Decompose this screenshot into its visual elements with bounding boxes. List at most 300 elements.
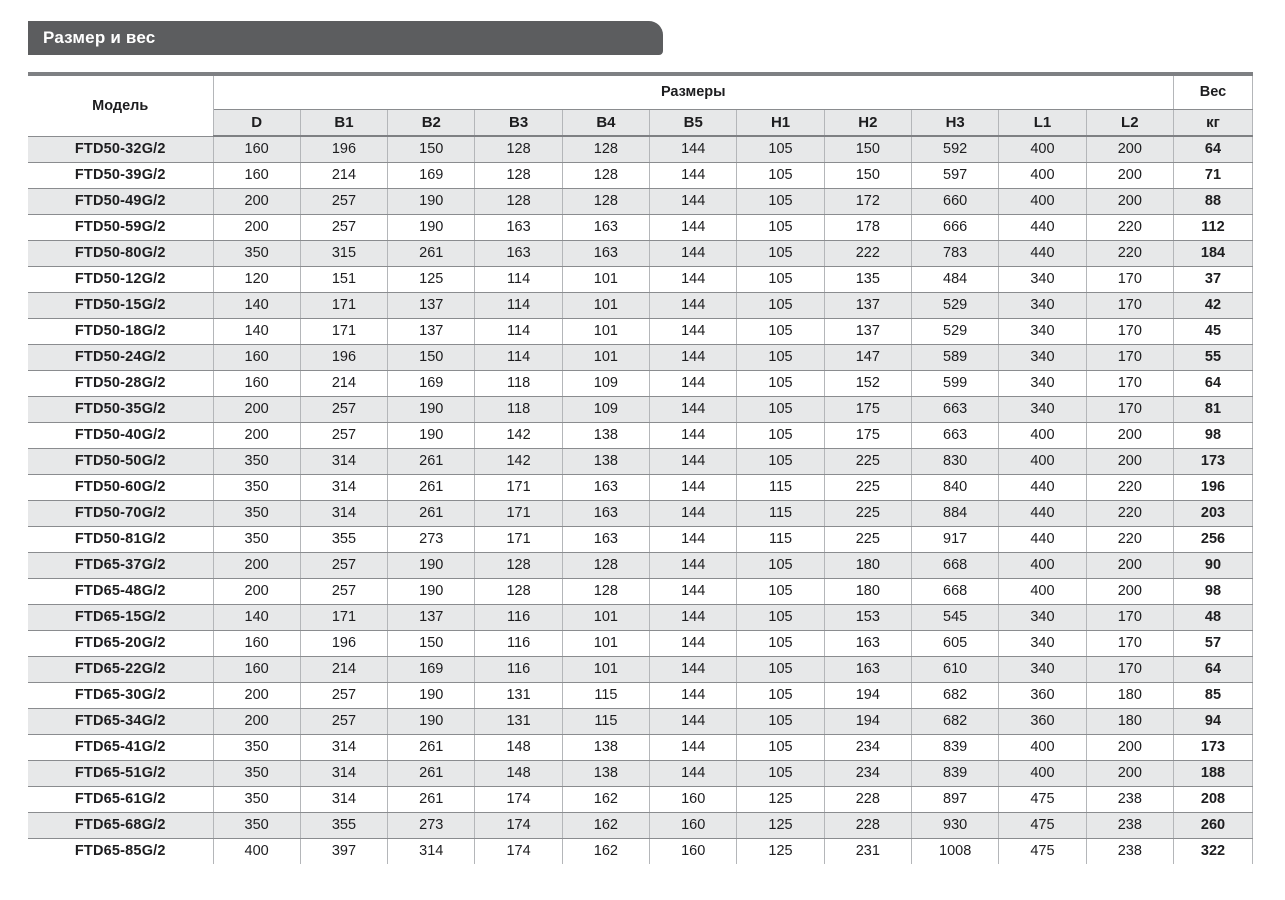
dimension-value-l1: 340 <box>999 396 1086 422</box>
dimension-value-h1: 125 <box>737 838 824 864</box>
dimension-value-b4: 101 <box>562 344 649 370</box>
dimension-value-h2: 225 <box>824 474 911 500</box>
dimension-value-h3: 484 <box>912 266 999 292</box>
dimension-value-b3: 128 <box>475 578 562 604</box>
model-cell: FTD65-85G/2 <box>28 838 213 864</box>
weight-cell: 260 <box>1174 812 1253 838</box>
dimension-value-b4: 115 <box>562 682 649 708</box>
dimension-value-h1: 115 <box>737 474 824 500</box>
dimension-value-d: 350 <box>213 734 300 760</box>
dimension-value-b3: 131 <box>475 708 562 734</box>
dimension-value-b2: 261 <box>388 786 475 812</box>
weight-cell: 203 <box>1174 500 1253 526</box>
dimension-value-h1: 105 <box>737 370 824 396</box>
model-cell: FTD50-49G/2 <box>28 188 213 214</box>
dimension-value-b5: 144 <box>650 292 737 318</box>
model-cell: FTD50-28G/2 <box>28 370 213 396</box>
dimension-value-b1: 397 <box>300 838 387 864</box>
dimension-value-h2: 175 <box>824 422 911 448</box>
model-cell: FTD50-70G/2 <box>28 500 213 526</box>
dimension-value-b1: 257 <box>300 188 387 214</box>
weight-cell: 173 <box>1174 734 1253 760</box>
dimension-value-h3: 597 <box>912 162 999 188</box>
dimension-value-h2: 225 <box>824 448 911 474</box>
dimension-value-h1: 105 <box>737 448 824 474</box>
dimension-value-b2: 150 <box>388 344 475 370</box>
dimension-value-d: 160 <box>213 370 300 396</box>
column-header-h2: H2 <box>824 109 911 136</box>
dimension-value-b1: 214 <box>300 656 387 682</box>
dimension-value-l1: 440 <box>999 474 1086 500</box>
dimension-value-h3: 917 <box>912 526 999 552</box>
dimension-value-b1: 314 <box>300 734 387 760</box>
column-group-header-dimensions: Размеры <box>213 74 1174 109</box>
dimension-value-d: 140 <box>213 318 300 344</box>
dimension-value-h1: 105 <box>737 162 824 188</box>
dimension-value-b1: 257 <box>300 682 387 708</box>
dimension-value-b1: 355 <box>300 812 387 838</box>
dimension-value-l1: 400 <box>999 136 1086 162</box>
dimension-value-d: 200 <box>213 188 300 214</box>
dimension-value-l1: 400 <box>999 448 1086 474</box>
dimension-value-b3: 118 <box>475 370 562 396</box>
dimension-value-b1: 257 <box>300 578 387 604</box>
dimension-value-h3: 830 <box>912 448 999 474</box>
weight-cell: 94 <box>1174 708 1253 734</box>
dimension-value-h1: 105 <box>737 682 824 708</box>
dimension-value-d: 140 <box>213 292 300 318</box>
dimension-value-h1: 105 <box>737 318 824 344</box>
table-row <box>28 240 1253 266</box>
dimension-value-h3: 668 <box>912 552 999 578</box>
table-row <box>28 760 1253 786</box>
dimension-value-h3: 884 <box>912 500 999 526</box>
dimension-value-l1: 400 <box>999 188 1086 214</box>
dimension-value-b5: 144 <box>650 760 737 786</box>
dimension-value-h3: 660 <box>912 188 999 214</box>
dimension-value-h2: 147 <box>824 344 911 370</box>
dimension-value-h3: 839 <box>912 760 999 786</box>
dimension-value-l2: 200 <box>1086 162 1173 188</box>
table-row <box>28 734 1253 760</box>
dimension-value-h3: 839 <box>912 734 999 760</box>
dimension-value-d: 200 <box>213 578 300 604</box>
dimension-value-b3: 148 <box>475 760 562 786</box>
dimension-value-d: 200 <box>213 682 300 708</box>
dimension-value-b4: 138 <box>562 734 649 760</box>
table-row <box>28 604 1253 630</box>
column-header-d: D <box>213 109 300 136</box>
dimension-value-l1: 475 <box>999 812 1086 838</box>
model-cell: FTD65-15G/2 <box>28 604 213 630</box>
dimension-value-h2: 175 <box>824 396 911 422</box>
dimension-value-d: 350 <box>213 500 300 526</box>
dimension-value-l1: 400 <box>999 162 1086 188</box>
dimension-value-b4: 162 <box>562 838 649 864</box>
dimension-value-l2: 200 <box>1086 188 1173 214</box>
dimension-value-h1: 105 <box>737 734 824 760</box>
table-body <box>28 136 1253 864</box>
dimension-value-h3: 897 <box>912 786 999 812</box>
weight-cell: 98 <box>1174 422 1253 448</box>
table-row <box>28 578 1253 604</box>
dimension-value-b3: 118 <box>475 396 562 422</box>
model-cell: FTD50-35G/2 <box>28 396 213 422</box>
dimension-value-b4: 162 <box>562 786 649 812</box>
model-cell: FTD65-51G/2 <box>28 760 213 786</box>
dimension-value-l2: 200 <box>1086 422 1173 448</box>
dimension-value-b1: 214 <box>300 370 387 396</box>
dimension-value-b4: 115 <box>562 708 649 734</box>
dimension-value-h1: 105 <box>737 292 824 318</box>
dimension-value-h1: 105 <box>737 188 824 214</box>
dimension-value-b4: 128 <box>562 578 649 604</box>
dimension-value-b4: 128 <box>562 552 649 578</box>
dimension-value-b3: 128 <box>475 188 562 214</box>
dimension-value-h2: 152 <box>824 370 911 396</box>
dimension-value-l2: 220 <box>1086 214 1173 240</box>
dimension-value-h2: 172 <box>824 188 911 214</box>
dimension-value-b3: 131 <box>475 682 562 708</box>
dimension-value-h2: 228 <box>824 786 911 812</box>
dimension-value-l1: 440 <box>999 500 1086 526</box>
dimension-value-b5: 160 <box>650 838 737 864</box>
table-row <box>28 318 1253 344</box>
dimension-value-l2: 220 <box>1086 500 1173 526</box>
dimension-value-l1: 440 <box>999 526 1086 552</box>
dimension-value-b3: 128 <box>475 552 562 578</box>
weight-cell: 112 <box>1174 214 1253 240</box>
dimension-value-b3: 148 <box>475 734 562 760</box>
dimension-value-b2: 190 <box>388 396 475 422</box>
model-cell: FTD65-37G/2 <box>28 552 213 578</box>
dimension-value-b1: 257 <box>300 422 387 448</box>
dimension-value-l1: 440 <box>999 214 1086 240</box>
weight-cell: 42 <box>1174 292 1253 318</box>
dimension-value-h2: 163 <box>824 630 911 656</box>
weight-cell: 64 <box>1174 370 1253 396</box>
dimension-value-l1: 340 <box>999 292 1086 318</box>
section-title: Размер и вес <box>43 28 156 47</box>
dimension-value-l2: 220 <box>1086 526 1173 552</box>
dimension-value-d: 350 <box>213 240 300 266</box>
dimension-value-b4: 101 <box>562 266 649 292</box>
dimension-value-d: 400 <box>213 838 300 864</box>
dimension-value-h2: 231 <box>824 838 911 864</box>
dimension-value-h1: 125 <box>737 786 824 812</box>
dimension-value-h3: 840 <box>912 474 999 500</box>
dimension-value-l1: 340 <box>999 656 1086 682</box>
dimension-value-b2: 137 <box>388 318 475 344</box>
dimension-value-b4: 163 <box>562 500 649 526</box>
dimension-value-b2: 125 <box>388 266 475 292</box>
dimension-value-h2: 234 <box>824 734 911 760</box>
dimension-value-b4: 109 <box>562 396 649 422</box>
dimension-value-b5: 144 <box>650 318 737 344</box>
dimension-value-b2: 261 <box>388 760 475 786</box>
dimension-value-d: 350 <box>213 760 300 786</box>
column-header-b4: B4 <box>562 109 649 136</box>
table-row <box>28 344 1253 370</box>
column-header-b5: B5 <box>650 109 737 136</box>
model-cell: FTD50-40G/2 <box>28 422 213 448</box>
dimension-value-h1: 105 <box>737 630 824 656</box>
dimension-value-l1: 475 <box>999 786 1086 812</box>
dimension-value-l2: 238 <box>1086 812 1173 838</box>
dimension-value-b4: 101 <box>562 292 649 318</box>
dimension-value-b1: 257 <box>300 552 387 578</box>
dimension-value-l2: 200 <box>1086 760 1173 786</box>
dimension-value-b5: 144 <box>650 266 737 292</box>
dimension-value-l2: 170 <box>1086 656 1173 682</box>
dimension-value-h1: 115 <box>737 526 824 552</box>
dimension-value-b2: 150 <box>388 136 475 162</box>
model-cell: FTD50-15G/2 <box>28 292 213 318</box>
dimension-value-h1: 105 <box>737 708 824 734</box>
dimension-value-l1: 340 <box>999 370 1086 396</box>
dimension-value-b1: 196 <box>300 344 387 370</box>
dimension-value-d: 160 <box>213 344 300 370</box>
model-cell: FTD65-61G/2 <box>28 786 213 812</box>
dimension-value-b5: 144 <box>650 396 737 422</box>
model-cell: FTD65-48G/2 <box>28 578 213 604</box>
dimension-value-l2: 238 <box>1086 786 1173 812</box>
dimension-value-b3: 114 <box>475 344 562 370</box>
header-row-groups <box>28 74 1253 109</box>
dimension-value-l2: 170 <box>1086 266 1173 292</box>
dimension-value-b5: 144 <box>650 474 737 500</box>
dimension-value-h2: 180 <box>824 552 911 578</box>
dimension-value-b1: 314 <box>300 448 387 474</box>
table-row <box>28 526 1253 552</box>
table-row <box>28 162 1253 188</box>
dimension-value-l2: 180 <box>1086 682 1173 708</box>
model-cell: FTD50-18G/2 <box>28 318 213 344</box>
dimension-value-b1: 257 <box>300 214 387 240</box>
model-cell: FTD50-32G/2 <box>28 136 213 162</box>
dimension-value-l1: 400 <box>999 734 1086 760</box>
dimension-value-b3: 171 <box>475 474 562 500</box>
dimension-value-b4: 101 <box>562 656 649 682</box>
dimension-value-b3: 116 <box>475 630 562 656</box>
dimension-value-b3: 114 <box>475 292 562 318</box>
column-header-model: Модель <box>28 74 213 136</box>
dimension-value-b5: 144 <box>650 370 737 396</box>
dimension-value-b5: 144 <box>650 448 737 474</box>
model-cell: FTD65-20G/2 <box>28 630 213 656</box>
dimension-value-h2: 135 <box>824 266 911 292</box>
table-row <box>28 448 1253 474</box>
dimension-value-l2: 170 <box>1086 292 1173 318</box>
dimension-value-b4: 138 <box>562 760 649 786</box>
dimension-value-l2: 180 <box>1086 708 1173 734</box>
dimension-value-l1: 400 <box>999 760 1086 786</box>
model-cell: FTD65-34G/2 <box>28 708 213 734</box>
table-row <box>28 292 1253 318</box>
table-row <box>28 500 1253 526</box>
weight-cell: 71 <box>1174 162 1253 188</box>
section-title-banner <box>28 21 663 55</box>
dimension-value-b1: 315 <box>300 240 387 266</box>
dimension-value-b2: 169 <box>388 370 475 396</box>
dimension-value-b2: 261 <box>388 448 475 474</box>
dimension-value-b1: 171 <box>300 604 387 630</box>
dimension-value-b2: 261 <box>388 240 475 266</box>
model-cell: FTD65-41G/2 <box>28 734 213 760</box>
dimension-value-h1: 105 <box>737 422 824 448</box>
dimension-value-b2: 190 <box>388 552 475 578</box>
dimension-value-b2: 314 <box>388 838 475 864</box>
table-row <box>28 188 1253 214</box>
dimension-value-b4: 138 <box>562 422 649 448</box>
dimension-value-l2: 170 <box>1086 396 1173 422</box>
dimension-value-b1: 314 <box>300 786 387 812</box>
dimension-value-d: 160 <box>213 136 300 162</box>
weight-cell: 98 <box>1174 578 1253 604</box>
dimension-value-b1: 196 <box>300 630 387 656</box>
weight-cell: 48 <box>1174 604 1253 630</box>
model-cell: FTD50-59G/2 <box>28 214 213 240</box>
dimension-value-b2: 150 <box>388 630 475 656</box>
dimension-value-b3: 174 <box>475 812 562 838</box>
dimension-value-b1: 314 <box>300 474 387 500</box>
dimension-value-h3: 589 <box>912 344 999 370</box>
table-row <box>28 708 1253 734</box>
dimension-value-b4: 163 <box>562 474 649 500</box>
model-cell: FTD50-80G/2 <box>28 240 213 266</box>
dimension-value-d: 140 <box>213 604 300 630</box>
dimension-value-b3: 171 <box>475 526 562 552</box>
dimension-value-h1: 105 <box>737 396 824 422</box>
model-cell: FTD65-30G/2 <box>28 682 213 708</box>
dimension-value-b2: 190 <box>388 578 475 604</box>
dimension-value-b3: 142 <box>475 448 562 474</box>
dimension-value-b5: 144 <box>650 604 737 630</box>
weight-cell: 256 <box>1174 526 1253 552</box>
dimension-value-b5: 160 <box>650 786 737 812</box>
dimension-value-b5: 144 <box>650 136 737 162</box>
dimension-value-h1: 105 <box>737 136 824 162</box>
dimension-value-b4: 163 <box>562 240 649 266</box>
dimension-value-d: 200 <box>213 708 300 734</box>
dimension-value-b1: 196 <box>300 136 387 162</box>
weight-cell: 64 <box>1174 136 1253 162</box>
table-row <box>28 136 1253 162</box>
dimension-value-d: 200 <box>213 422 300 448</box>
dimension-value-h2: 137 <box>824 292 911 318</box>
dimension-value-b4: 128 <box>562 162 649 188</box>
model-cell: FTD50-24G/2 <box>28 344 213 370</box>
weight-cell: 55 <box>1174 344 1253 370</box>
dimension-value-h3: 666 <box>912 214 999 240</box>
weight-cell: 64 <box>1174 656 1253 682</box>
dimension-value-h2: 137 <box>824 318 911 344</box>
dimension-value-h2: 194 <box>824 682 911 708</box>
dimension-value-l2: 220 <box>1086 474 1173 500</box>
model-cell: FTD50-39G/2 <box>28 162 213 188</box>
weight-cell: 57 <box>1174 630 1253 656</box>
dimension-value-b5: 144 <box>650 162 737 188</box>
dimension-value-h1: 105 <box>737 578 824 604</box>
weight-cell: 88 <box>1174 188 1253 214</box>
dimension-value-l2: 200 <box>1086 136 1173 162</box>
dimension-value-d: 200 <box>213 214 300 240</box>
dimension-value-l1: 340 <box>999 266 1086 292</box>
model-cell: FTD50-12G/2 <box>28 266 213 292</box>
dimension-value-b5: 144 <box>650 344 737 370</box>
dimension-value-h2: 225 <box>824 526 911 552</box>
dimension-value-h3: 682 <box>912 708 999 734</box>
dimension-value-b1: 314 <box>300 500 387 526</box>
dimension-value-h1: 105 <box>737 266 824 292</box>
dimension-value-b3: 128 <box>475 162 562 188</box>
dimension-value-l1: 400 <box>999 552 1086 578</box>
dimension-value-h2: 163 <box>824 656 911 682</box>
model-cell: FTD65-22G/2 <box>28 656 213 682</box>
dimension-value-b4: 101 <box>562 318 649 344</box>
dimension-value-l2: 200 <box>1086 734 1173 760</box>
table-row <box>28 786 1253 812</box>
dimension-value-b4: 163 <box>562 214 649 240</box>
dimension-value-h1: 105 <box>737 604 824 630</box>
weight-cell: 173 <box>1174 448 1253 474</box>
dimension-value-b1: 171 <box>300 292 387 318</box>
dimension-value-b1: 257 <box>300 396 387 422</box>
dimension-value-h3: 599 <box>912 370 999 396</box>
model-cell: FTD50-60G/2 <box>28 474 213 500</box>
dimension-value-d: 350 <box>213 448 300 474</box>
dimension-value-h2: 225 <box>824 500 911 526</box>
table-row <box>28 474 1253 500</box>
weight-cell: 322 <box>1174 838 1253 864</box>
dimension-value-l1: 360 <box>999 682 1086 708</box>
dimension-value-b1: 214 <box>300 162 387 188</box>
dimension-value-d: 200 <box>213 552 300 578</box>
model-cell: FTD50-50G/2 <box>28 448 213 474</box>
dimension-value-b4: 101 <box>562 630 649 656</box>
table-row <box>28 422 1253 448</box>
dimension-value-l2: 170 <box>1086 370 1173 396</box>
model-cell: FTD65-68G/2 <box>28 812 213 838</box>
dimension-value-h1: 105 <box>737 760 824 786</box>
column-header-b1: B1 <box>300 109 387 136</box>
dimension-value-h2: 150 <box>824 136 911 162</box>
dimension-value-h3: 930 <box>912 812 999 838</box>
dimension-value-h3: 668 <box>912 578 999 604</box>
column-header-h1: H1 <box>737 109 824 136</box>
dimension-value-b3: 174 <box>475 838 562 864</box>
dimension-value-h3: 1008 <box>912 838 999 864</box>
dimension-value-b4: 128 <box>562 188 649 214</box>
dimension-value-h2: 228 <box>824 812 911 838</box>
dimension-value-b5: 144 <box>650 552 737 578</box>
dimension-value-l2: 200 <box>1086 578 1173 604</box>
dimension-value-h1: 105 <box>737 656 824 682</box>
weight-cell: 85 <box>1174 682 1253 708</box>
dimension-value-h1: 105 <box>737 344 824 370</box>
dimension-value-b2: 261 <box>388 734 475 760</box>
dimension-value-b5: 144 <box>650 656 737 682</box>
model-cell: FTD50-81G/2 <box>28 526 213 552</box>
dimension-value-h2: 180 <box>824 578 911 604</box>
dimension-value-h1: 105 <box>737 240 824 266</box>
dimension-value-b3: 163 <box>475 214 562 240</box>
dimension-value-b2: 169 <box>388 162 475 188</box>
weight-cell: 45 <box>1174 318 1253 344</box>
dimension-value-l2: 238 <box>1086 838 1173 864</box>
dimension-value-h2: 150 <box>824 162 911 188</box>
dimension-value-h3: 663 <box>912 396 999 422</box>
